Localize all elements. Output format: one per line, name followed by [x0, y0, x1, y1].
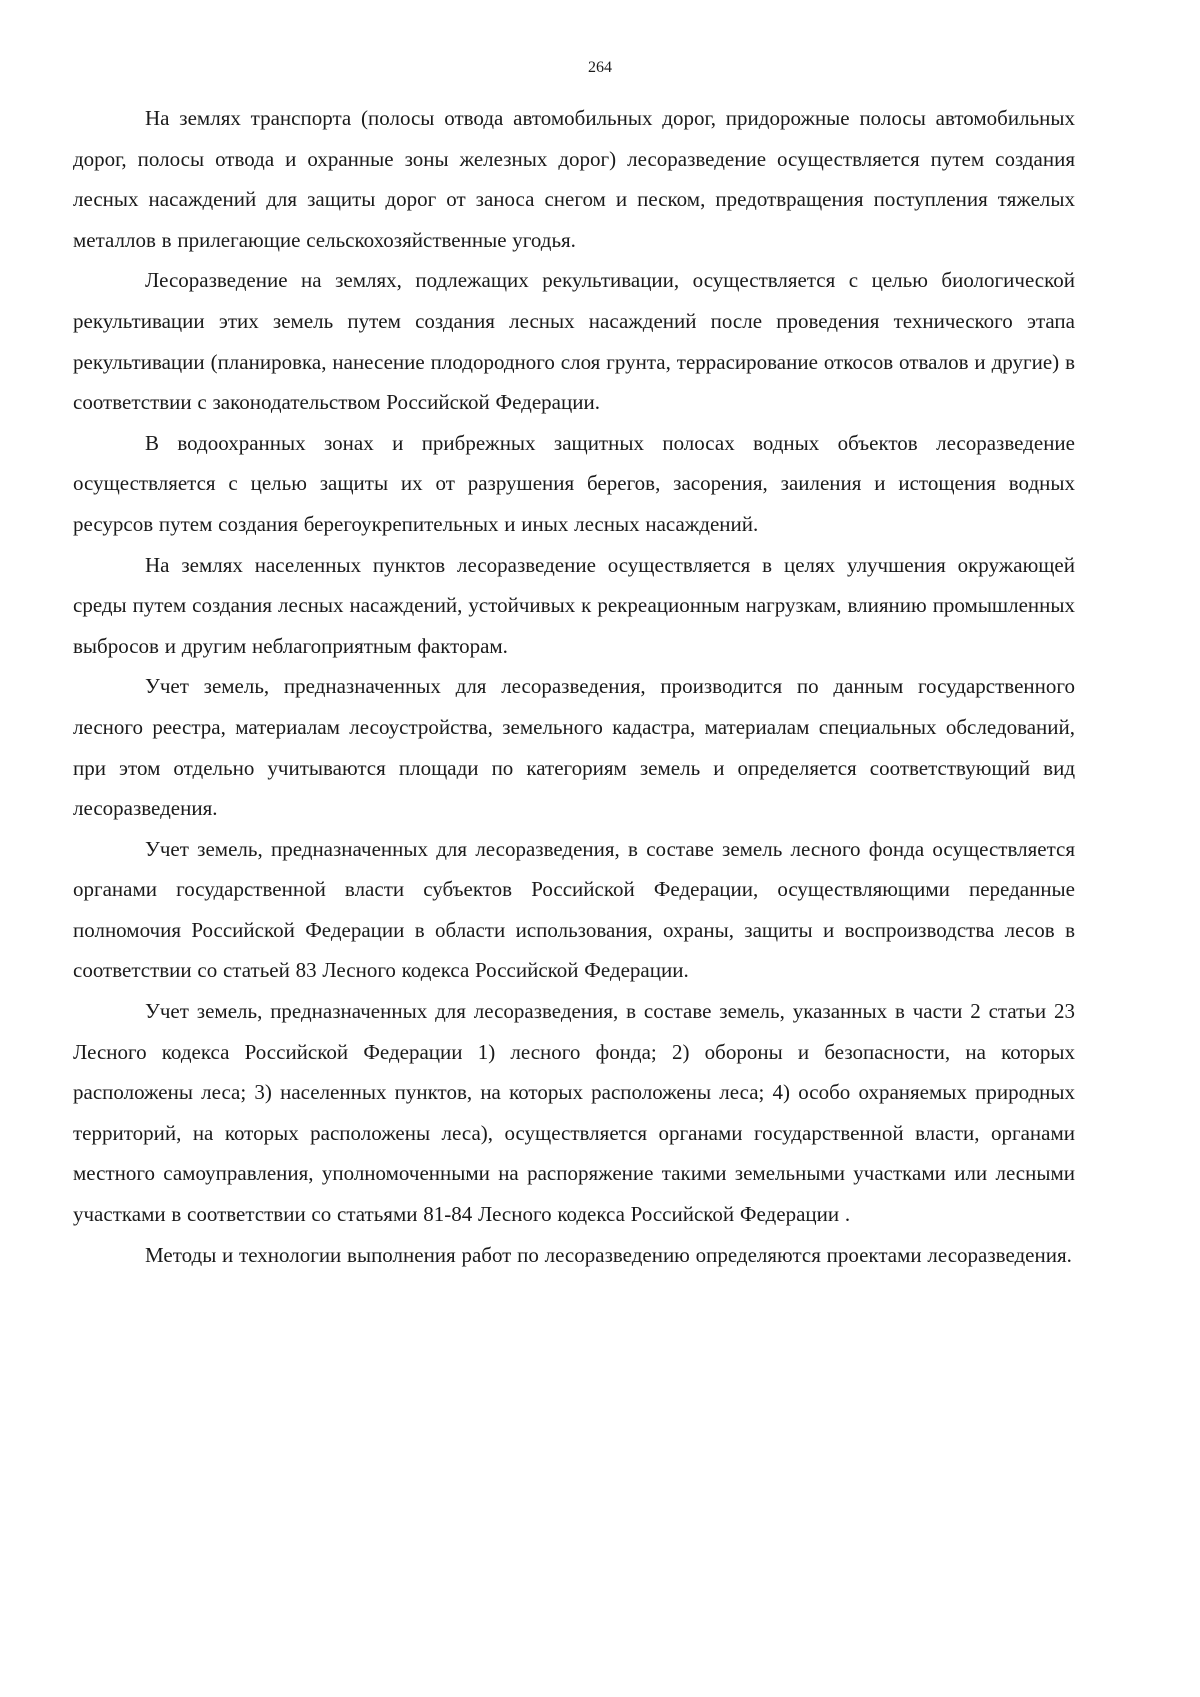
paragraph-land-accounting: Учет земель, предназначенных для лесоразведения, производится по данным государственного лесного реестра, материалам лесоустройства, земельного кадастра, материалам специальных обследований, при этом отдельно учитываются площади по категориям земель и определяется соответствующий вид лесоразведения.	[73, 674, 1075, 821]
page-number: 264	[588, 59, 612, 76]
paragraph-transport-lands: На землях транспорта (полосы отвода автомобильных дорог, придорожные полосы автомобильных дорог, полосы отвода и охранные зоны железных дорог) лесоразведение осуществляется путем создания лесных насаждений для защиты дорог от заноса снегом и песком, предотвращения поступления тяжелых металлов в прилегающие сельскохозяйственные угодья.	[73, 106, 1075, 252]
paragraph-water-protection-zones: В водоохранных зонах и прибрежных защитных полосах водных объектов лесоразведение осуществляется с целью защиты их от разрушения берегов, засорения, заиления и истощения водных ресурсов путем создания берегоукрепительных и иных лесных насаждений.	[73, 430, 1075, 536]
paragraph-settlement-lands: На землях населенных пунктов лесоразведение осуществляется в целях улучшения окружающей среды путем создания лесных насаждений, устойчивых к рекреационным нагрузкам, влиянию промышленных выбросов и другим неблагоприятным факторам.	[73, 552, 1075, 658]
paragraph-forest-fund-accounting: Учет земель, предназначенных для лесоразведения, в составе земель лесного фонда осуществляется органами государственной власти субъектов Российской Федерации, осуществляющими переданные полномочия Российской Федерации в области использования, охраны, защиты и воспроизводства лесов в соответствии со статьей 83 Лесного кодекса Российской Федерации.	[73, 836, 1075, 983]
paragraph-other-categories-accounting: Учет земель, предназначенных для лесоразведения, в составе земель, указанных в части 2 статьи 23 Лесного кодекса Российской Федерации 1) лесного фонда; 2) обороны и безопасности, на которых расположены леса; 3) населенных пунктов, на которых расположены леса; 4) особо охраняемых природных территорий, на которых расположены леса), осуществляется органами государственной власти, органами местного самоуправления, уполномоченными на распоряжение такими земельными участками или лесными участками в соответствии со статьями 81-84 Лесного кодекса Российской Федерации .	[73, 999, 1075, 1227]
paragraph-recultivation-lands: Лесоразведение на землях, подлежащих рекультивации, осуществляется с целью биологической рекультивации этих земель путем создания лесных насаждений после проведения технического этапа рекультивации (планировка, нанесение плодородного слоя грунта, террасирование откосов отвалов и другие) в соответствии с законодательством Российской Федерации.	[73, 268, 1075, 415]
paragraph-methods-technologies: Методы и технологии выполнения работ по лесоразведению определяются проектами лесоразведения.	[145, 1242, 1072, 1267]
document-body	[73, 98, 1075, 1275]
